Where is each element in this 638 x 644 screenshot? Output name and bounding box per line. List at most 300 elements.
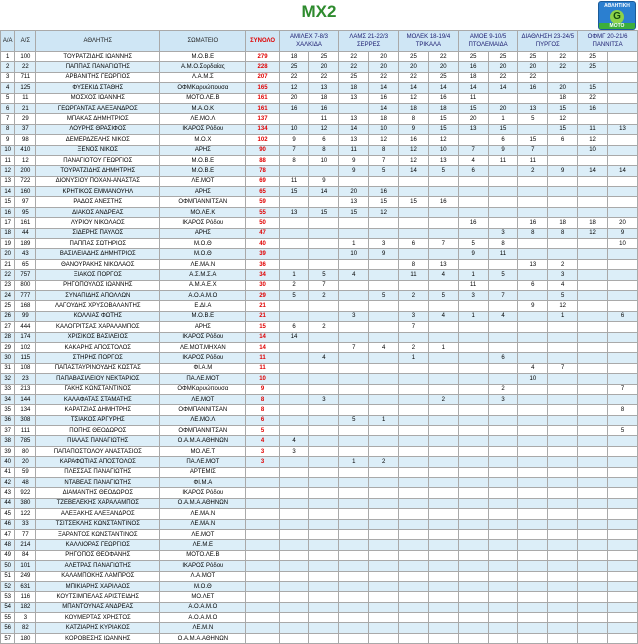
cell-number: 125 xyxy=(15,83,36,93)
cell-round-points xyxy=(339,446,369,456)
cell-round-points: 13 xyxy=(339,93,369,103)
cell-round-points xyxy=(607,581,637,591)
cell-round-points xyxy=(279,114,309,124)
cell-round-points xyxy=(488,602,518,612)
cell-round-points xyxy=(488,93,518,103)
cell-round-points xyxy=(548,633,578,643)
cell-total xyxy=(246,592,279,602)
cell-round-points: 8 xyxy=(399,114,429,124)
cell-round-points xyxy=(607,457,637,467)
cell-round-points xyxy=(339,592,369,602)
cell-club: ΜΟΤΟ.ΛΕ.Β xyxy=(160,93,246,103)
cell-rider-name: ΚΑΛΛΙΟΡΑΣ ΓΕΩΡΓΙΟΣ xyxy=(36,540,160,550)
cell-total xyxy=(246,613,279,623)
cell-round-points: 16 xyxy=(428,197,458,207)
cell-round-points: 2 xyxy=(548,259,578,269)
cell-round-points xyxy=(428,613,458,623)
cell-round-points xyxy=(488,623,518,633)
cell-round-points xyxy=(399,478,429,488)
cell-round-points xyxy=(458,457,488,467)
cell-round-points xyxy=(518,405,548,415)
cell-round-points: 2 xyxy=(518,166,548,176)
cell-total: 34 xyxy=(246,270,279,280)
cell-round-points xyxy=(399,561,429,571)
cell-round-points xyxy=(369,613,399,623)
cell-rider-name: ΚΑΛΟΓΡΙΤΣΑΣ ΧΑΡΑΛΑΜΠΟΣ xyxy=(36,322,160,332)
cell-rider-name: ΠΑΠΑΣΤΑΥΡΙΝΟΥΔΗΣ ΚΩΣΤΑΣ xyxy=(36,363,160,373)
cell-club: ΙΚΑΡΟΣ Ρόδου xyxy=(160,124,246,134)
cell-round-points xyxy=(279,498,309,508)
cell-round-points xyxy=(518,93,548,103)
cell-number: 200 xyxy=(15,166,36,176)
cell-rider-name: ΚΑΚΑΡΗΣ ΑΠΟΣΤΟΛΟΣ xyxy=(36,342,160,352)
cell-round-points xyxy=(279,509,309,519)
cell-round-points: 14 xyxy=(578,166,608,176)
cell-position: 14 xyxy=(1,187,15,197)
cell-round-points xyxy=(518,633,548,643)
cell-rider-name: ΚΑΡΑΦΩΤΙΑΣ ΑΠΟΣΤΟΛΟΣ xyxy=(36,457,160,467)
cell-round-points: 25 xyxy=(518,52,548,62)
cell-total xyxy=(246,540,279,550)
cell-round-points xyxy=(518,332,548,342)
cell-round-points xyxy=(578,374,608,384)
cell-round-points: 10 xyxy=(339,249,369,259)
cell-number: 102 xyxy=(15,342,36,352)
cell-round-points: 20 xyxy=(428,62,458,72)
cell-round-points xyxy=(488,446,518,456)
cell-round-points xyxy=(518,561,548,571)
cell-round-points: 10 xyxy=(309,155,339,165)
cell-rider-name: ΠΙΑΛΑΣ ΠΑΝΑΓΙΩΤΗΣ xyxy=(36,436,160,446)
cell-round-points xyxy=(399,592,429,602)
cell-round-points: 15 xyxy=(548,124,578,134)
cell-round-points xyxy=(607,394,637,404)
cell-round-points: 10 xyxy=(578,145,608,155)
cell-round-points xyxy=(428,488,458,498)
cell-round-points: 15 xyxy=(309,207,339,217)
cell-number: 20 xyxy=(15,457,36,467)
cell-number: 785 xyxy=(15,436,36,446)
cell-round-points xyxy=(369,426,399,436)
cell-round-points: 5 xyxy=(548,290,578,300)
cell-round-points: 16 xyxy=(518,218,548,228)
cell-round-points: 22 xyxy=(578,93,608,103)
cell-position: 4 xyxy=(1,83,15,93)
cell-position: 35 xyxy=(1,405,15,415)
cell-round-points: 3 xyxy=(309,394,339,404)
cell-round-points xyxy=(518,239,548,249)
cell-number: 922 xyxy=(15,488,36,498)
cell-round-points: 3 xyxy=(279,446,309,456)
standings-table xyxy=(0,30,638,644)
cell-position: 57 xyxy=(1,633,15,643)
col-header-total: ΣΥΝΟΛΟ xyxy=(246,31,279,52)
cell-round-points: 13 xyxy=(458,124,488,134)
cell-number: 800 xyxy=(15,280,36,290)
logo-mark: G xyxy=(610,10,624,24)
cell-round-points xyxy=(309,623,339,633)
cell-round-points: 15 xyxy=(399,197,429,207)
cell-number: 168 xyxy=(15,301,36,311)
cell-round-points: 13 xyxy=(339,197,369,207)
cell-round-points xyxy=(607,135,637,145)
cell-position: 49 xyxy=(1,550,15,560)
table-row xyxy=(1,280,638,290)
cell-round-points xyxy=(369,592,399,602)
cell-rider-name: ΑΛΕΞΑΚΗΣ ΑΛΕΞΑΝΔΡΟΣ xyxy=(36,509,160,519)
cell-round-points xyxy=(428,571,458,581)
cell-round-points: 6 xyxy=(399,239,429,249)
table-row xyxy=(1,457,638,467)
cell-round-points: 20 xyxy=(488,103,518,113)
cell-round-points: 14 xyxy=(458,83,488,93)
cell-round-points: 2 xyxy=(399,342,429,352)
cell-round-points: 20 xyxy=(488,62,518,72)
cell-round-points xyxy=(488,415,518,425)
cell-round-points xyxy=(369,270,399,280)
cell-round-points xyxy=(578,384,608,394)
cell-round-points xyxy=(428,529,458,539)
cell-round-points xyxy=(309,581,339,591)
cell-round-points: 5 xyxy=(488,270,518,280)
cell-round-points xyxy=(279,259,309,269)
cell-club: ΛΕ.ΜΟΤ xyxy=(160,529,246,539)
cell-round-points xyxy=(607,259,637,269)
cell-total: 161 xyxy=(246,93,279,103)
cell-round-points xyxy=(578,581,608,591)
cell-round-points xyxy=(399,207,429,217)
cell-club: ΑΡΗΣ xyxy=(160,145,246,155)
cell-round-points xyxy=(279,561,309,571)
cell-round-points xyxy=(488,498,518,508)
table-row xyxy=(1,207,638,217)
cell-round-points xyxy=(309,550,339,560)
cell-round-points xyxy=(279,363,309,373)
cell-position: 21 xyxy=(1,259,15,269)
cell-round-points: 18 xyxy=(548,93,578,103)
cell-round-points xyxy=(428,353,458,363)
cell-rider-name: ΚΟΥΤΣΙΜΠΕΛΑΣ ΑΡΙΣΤΕΙΔΗΣ xyxy=(36,592,160,602)
cell-rider-name: ΣΙΔΕΡΗΣ ΠΑΥΛΟΣ xyxy=(36,228,160,238)
cell-round-points: 13 xyxy=(339,135,369,145)
cell-round-points xyxy=(548,145,578,155)
cell-round-points xyxy=(428,426,458,436)
cell-position: 10 xyxy=(1,145,15,155)
cell-round-points xyxy=(518,602,548,612)
cell-round-points xyxy=(428,519,458,529)
cell-round-points: 6 xyxy=(458,166,488,176)
cell-round-points xyxy=(458,540,488,550)
cell-round-points: 18 xyxy=(369,114,399,124)
table-row xyxy=(1,135,638,145)
cell-round-points xyxy=(578,270,608,280)
cell-round-points: 22 xyxy=(279,72,309,82)
cell-round-points xyxy=(518,426,548,436)
cell-round-points xyxy=(369,228,399,238)
cell-round-points xyxy=(339,103,369,113)
cell-round-points: 20 xyxy=(548,83,578,93)
cell-club: ΙΚΑΡΟΣ Ρόδου xyxy=(160,218,246,228)
cell-rider-name: ΚΟΥΜΕΡΤΑΣ ΧΡΗΣΤΟΣ xyxy=(36,613,160,623)
cell-rider-name: ΛΥΡΙΟΥ ΝΙΚΟΛΑΟΣ xyxy=(36,218,160,228)
cell-position: 9 xyxy=(1,135,15,145)
cell-round-points: 9 xyxy=(339,166,369,176)
cell-round-points xyxy=(399,228,429,238)
cell-round-points xyxy=(279,581,309,591)
cell-round-points xyxy=(399,488,429,498)
cell-round-points xyxy=(369,363,399,373)
cell-round-points xyxy=(607,571,637,581)
table-row xyxy=(1,405,638,415)
table-row xyxy=(1,363,638,373)
cell-round-points: 10 xyxy=(518,374,548,384)
cell-number: 48 xyxy=(15,478,36,488)
cell-round-points: 12 xyxy=(399,155,429,165)
cell-round-points xyxy=(309,166,339,176)
cell-round-points xyxy=(428,207,458,217)
cell-round-points: 4 xyxy=(428,311,458,321)
cell-round-points xyxy=(369,322,399,332)
cell-round-points: 2 xyxy=(279,280,309,290)
cell-round-points xyxy=(309,540,339,550)
cell-round-points xyxy=(399,415,429,425)
cell-club: ΙΚΑΡΟΣ Ρόδου xyxy=(160,561,246,571)
cell-round-points xyxy=(488,633,518,643)
cell-round-points: 16 xyxy=(369,93,399,103)
cell-round-points xyxy=(518,498,548,508)
cell-total xyxy=(246,478,279,488)
cell-club: ΠΑ.ΛΕ.ΜΟΤ xyxy=(160,374,246,384)
cell-round-points xyxy=(399,571,429,581)
cell-round-points xyxy=(578,342,608,352)
cell-round-points xyxy=(607,478,637,488)
cell-round-points xyxy=(458,135,488,145)
cell-position: 11 xyxy=(1,155,15,165)
cell-club: ΛΕ.ΜΑ.Ν xyxy=(160,509,246,519)
cell-position: 18 xyxy=(1,228,15,238)
cell-club: ΟΦΜΠΑΝΝΙΤΣΑΝ xyxy=(160,197,246,207)
cell-total: 21 xyxy=(246,301,279,311)
cell-round-points: 18 xyxy=(399,103,429,113)
cell-position: 3 xyxy=(1,72,15,82)
cell-round-points xyxy=(488,166,518,176)
cell-round-points xyxy=(399,529,429,539)
cell-number: 108 xyxy=(15,363,36,373)
table-row xyxy=(1,103,638,113)
cell-round-points xyxy=(578,394,608,404)
cell-round-points: 22 xyxy=(339,52,369,62)
cell-rider-name: ΓΑΚΗΣ ΚΩΝΣΤΑΝΤΙΝΟΣ xyxy=(36,384,160,394)
cell-round-points xyxy=(488,529,518,539)
logo-bottom-text: ΜΟΤΟ xyxy=(599,23,635,29)
cell-rider-name: ΚΟΡΟΒΕΣΗΣ ΙΩΑΝΝΗΣ xyxy=(36,633,160,643)
table-row xyxy=(1,145,638,155)
cell-round-points: 14 xyxy=(428,83,458,93)
cell-round-points xyxy=(428,467,458,477)
cell-round-points xyxy=(548,155,578,165)
cell-round-points: 18 xyxy=(339,83,369,93)
cell-round-points xyxy=(369,332,399,342)
cell-rider-name: ΣΥΝΑΠΙΔΗΣ ΑΠΟΛΛΩΝ xyxy=(36,290,160,300)
cell-round-points: 15 xyxy=(428,124,458,134)
cell-round-points: 14 xyxy=(399,166,429,176)
cell-round-points: 7 xyxy=(548,363,578,373)
cell-round-points xyxy=(607,529,637,539)
cell-round-points xyxy=(309,426,339,436)
cell-club: ΑΡΤΕΜΙΣ xyxy=(160,467,246,477)
cell-round-points: 25 xyxy=(279,62,309,72)
cell-round-points xyxy=(399,176,429,186)
cell-round-points xyxy=(488,332,518,342)
cell-round-points xyxy=(518,478,548,488)
cell-round-points xyxy=(309,561,339,571)
cell-round-points xyxy=(488,581,518,591)
cell-rider-name: ΑΡΒΑΝΙΤΗΣ ΓΕΩΡΓΙΟΣ xyxy=(36,72,160,82)
cell-round-points xyxy=(369,602,399,612)
cell-club: Μ.Α.Ο.Κ xyxy=(160,103,246,113)
cell-round-points xyxy=(458,176,488,186)
cell-round-points: 9 xyxy=(548,166,578,176)
cell-position: 43 xyxy=(1,488,15,498)
cell-round-points: 6 xyxy=(488,353,518,363)
cell-round-points xyxy=(518,415,548,425)
cell-round-points xyxy=(607,633,637,643)
table-row xyxy=(1,613,638,623)
cell-round-points: 4 xyxy=(428,270,458,280)
table-row xyxy=(1,509,638,519)
cell-round-points xyxy=(428,561,458,571)
cell-rider-name: ΓΕΩΡΓΑΝΤΑΣ ΑΛΕΞΑΝΔΡΟΣ xyxy=(36,103,160,113)
cell-rider-name: ΚΑΛΑΦΑΤΑΣ ΣΤΑΜΑΤΗΣ xyxy=(36,394,160,404)
cell-round-points xyxy=(428,301,458,311)
cell-number: 111 xyxy=(15,426,36,436)
cell-round-points xyxy=(339,436,369,446)
cell-club: ΛΕ.ΜΟ.Λ xyxy=(160,114,246,124)
cell-number: 134 xyxy=(15,405,36,415)
cell-round-points xyxy=(339,581,369,591)
cell-position: 40 xyxy=(1,457,15,467)
cell-round-points: 12 xyxy=(548,301,578,311)
cell-round-points: 2 xyxy=(428,394,458,404)
cell-round-points xyxy=(309,228,339,238)
cell-club: Μ.Ο.Β.Ε xyxy=(160,52,246,62)
cell-club: Μ.Ο.Θ xyxy=(160,249,246,259)
table-row xyxy=(1,394,638,404)
cell-round-points xyxy=(309,363,339,373)
table-row xyxy=(1,259,638,269)
cell-round-points: 8 xyxy=(279,155,309,165)
cell-club: ΛΕ.Μ.Ν xyxy=(160,623,246,633)
cell-number: 631 xyxy=(15,581,36,591)
cell-round-points xyxy=(578,446,608,456)
cell-round-points xyxy=(279,239,309,249)
cell-round-points xyxy=(309,259,339,269)
cell-round-points xyxy=(339,228,369,238)
cell-club: Ο.Α.Μ.Α.ΑΘΗΝΩΝ xyxy=(160,436,246,446)
cell-round-points xyxy=(399,633,429,643)
cell-round-points xyxy=(279,415,309,425)
cell-round-points: 22 xyxy=(369,72,399,82)
cell-round-points: 10 xyxy=(428,145,458,155)
cell-total xyxy=(246,581,279,591)
cell-position: 26 xyxy=(1,311,15,321)
cell-round-points xyxy=(428,581,458,591)
cell-round-points xyxy=(428,457,458,467)
table-row xyxy=(1,187,638,197)
cell-round-points xyxy=(428,415,458,425)
cell-round-points xyxy=(339,259,369,269)
table-row xyxy=(1,166,638,176)
table-row xyxy=(1,519,638,529)
table-row xyxy=(1,332,638,342)
table-row xyxy=(1,322,638,332)
cell-round-points xyxy=(607,363,637,373)
cell-round-points xyxy=(428,509,458,519)
cell-round-points: 12 xyxy=(309,124,339,134)
cell-round-points: 12 xyxy=(399,145,429,155)
cell-number: 33 xyxy=(15,519,36,529)
cell-round-points xyxy=(458,384,488,394)
cell-round-points: 22 xyxy=(488,72,518,82)
cell-round-points xyxy=(458,187,488,197)
cell-round-points xyxy=(578,363,608,373)
cell-round-points xyxy=(279,394,309,404)
cell-rider-name: ΜΠΑΚΑΣ ΔΗΜΗΤΡΙΟΣ xyxy=(36,114,160,124)
cell-round-points xyxy=(399,457,429,467)
table-row xyxy=(1,561,638,571)
cell-round-points xyxy=(339,540,369,550)
cell-round-points: 22 xyxy=(548,62,578,72)
cell-round-points xyxy=(399,519,429,529)
cell-round-points xyxy=(548,322,578,332)
cell-round-points xyxy=(339,478,369,488)
cell-total: 65 xyxy=(246,187,279,197)
cell-round-points xyxy=(339,301,369,311)
cell-total xyxy=(246,467,279,477)
cell-round-points xyxy=(279,426,309,436)
cell-number: 249 xyxy=(15,571,36,581)
cell-rider-name: ΔΙΟΝΥΣΙΟΥ ΠΟΧΑΝ-ΑΝΑΣΤΑΣ xyxy=(36,176,160,186)
cell-round-points: 20 xyxy=(279,93,309,103)
cell-round-points xyxy=(518,446,548,456)
cell-round-points: 9 xyxy=(518,301,548,311)
cell-round-points xyxy=(369,488,399,498)
cell-club: ΜΟ.ΛΕ.Τ xyxy=(160,446,246,456)
cell-round-points xyxy=(548,415,578,425)
cell-number: 116 xyxy=(15,592,36,602)
cell-round-points: 5 xyxy=(428,166,458,176)
cell-round-points xyxy=(607,602,637,612)
cell-round-points: 20 xyxy=(309,62,339,72)
col-header-number: Α/Σ xyxy=(15,31,36,52)
cell-position: 38 xyxy=(1,436,15,446)
cell-round-points: 20 xyxy=(369,62,399,72)
cell-round-points xyxy=(488,571,518,581)
cell-round-points xyxy=(369,519,399,529)
cell-round-points xyxy=(369,259,399,269)
cell-round-points xyxy=(548,529,578,539)
table-row xyxy=(1,83,638,93)
cell-total: 29 xyxy=(246,290,279,300)
cell-round-points xyxy=(488,280,518,290)
cell-round-points xyxy=(518,353,548,363)
cell-round-points: 1 xyxy=(458,311,488,321)
cell-round-points xyxy=(607,561,637,571)
cell-club: ΜΟ.ΛΕΤ xyxy=(160,592,246,602)
cell-total: 207 xyxy=(246,72,279,82)
cell-round-points: 14 xyxy=(309,187,339,197)
cell-round-points xyxy=(399,384,429,394)
